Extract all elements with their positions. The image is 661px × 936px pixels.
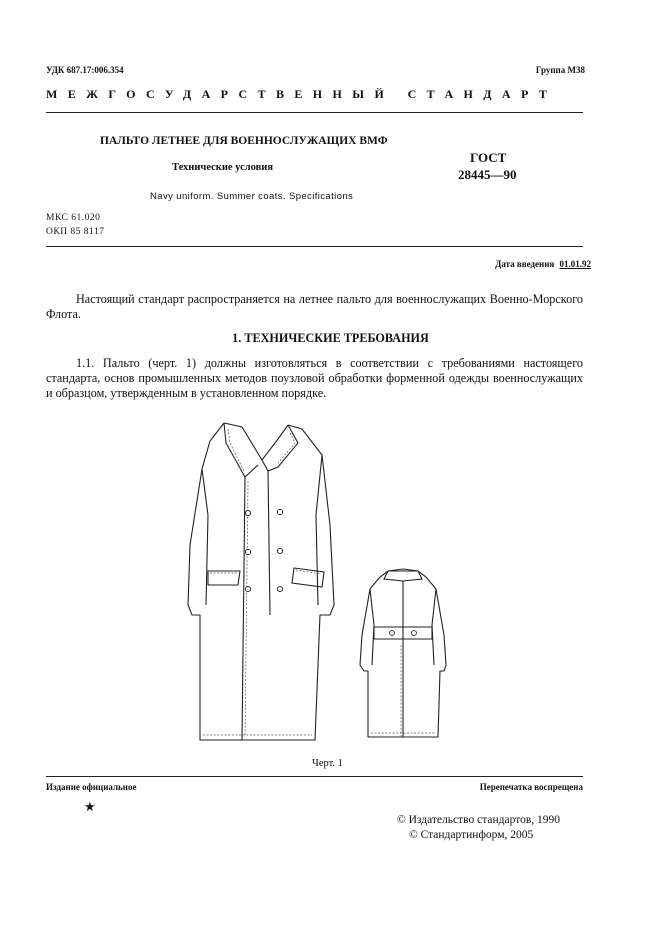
button-mark — [277, 509, 282, 514]
udc-code: УДК 687.17:006.354 — [46, 65, 124, 75]
coat-back-drawing — [352, 565, 452, 745]
introduction-date-value: 01.01.92 — [559, 259, 591, 269]
clause-1-1: 1.1. Пальто (черт. 1) должны изготовляться в соответствии с требованиями настоящего стандарта, основ промышленных методов поузловой обработки форменной одежды военнослужащих и образцом, утвержденным в установленном порядке. — [46, 356, 583, 400]
gost-label: ГОСТ — [470, 150, 507, 165]
mks-code: МКС 61.020 — [46, 213, 101, 223]
copyright-line-2: © Стандартинформ, 2005 — [409, 829, 534, 841]
button-mark — [277, 548, 282, 553]
intro-paragraph: Настоящий стандарт распространяется на летнее пальто для военнослужащих Военно-Морского Флота. — [46, 292, 583, 321]
footer-rule — [46, 776, 583, 777]
okp-code: ОКП 85 8117 — [46, 227, 105, 237]
introduction-date — [495, 259, 591, 269]
coat-front-drawing — [180, 415, 350, 755]
figure-caption: Черт. 1 — [312, 758, 343, 769]
introduction-date-label: Дата введения — [495, 259, 555, 269]
star-mark: ★ — [84, 799, 96, 814]
section-heading: 1. ТЕХНИЧЕСКИЕ ТРЕБОВАНИЯ — [232, 331, 429, 345]
button-mark — [245, 586, 250, 591]
gost-number: 28445—90 — [458, 167, 517, 182]
belt-button-mark — [412, 631, 417, 636]
standard-type-heading: МЕЖГОСУДАРСТВЕННЫЙ СТАНДАРТ — [46, 87, 558, 101]
button-mark — [245, 549, 250, 554]
button-mark — [245, 510, 250, 515]
document-title: ПАЛЬТО ЛЕТНЕЕ ДЛЯ ВОЕННОСЛУЖАЩИХ ВМФ — [100, 135, 388, 147]
group-code: Группа М38 — [535, 65, 585, 75]
header-rule — [46, 112, 583, 113]
english-title: Navy uniform. Summer coats. Specifications — [150, 191, 354, 202]
reprint-prohibited-label: Перепечатка воспрещена — [479, 782, 583, 792]
official-edition-label: Издание официальное — [46, 782, 137, 792]
belt-button-mark — [390, 631, 395, 636]
document-subtitle: Технические условия — [172, 162, 274, 173]
button-mark — [277, 586, 282, 591]
title-rule — [46, 246, 583, 247]
copyright-line-1: © Издательство стандартов, 1990 — [397, 814, 561, 826]
